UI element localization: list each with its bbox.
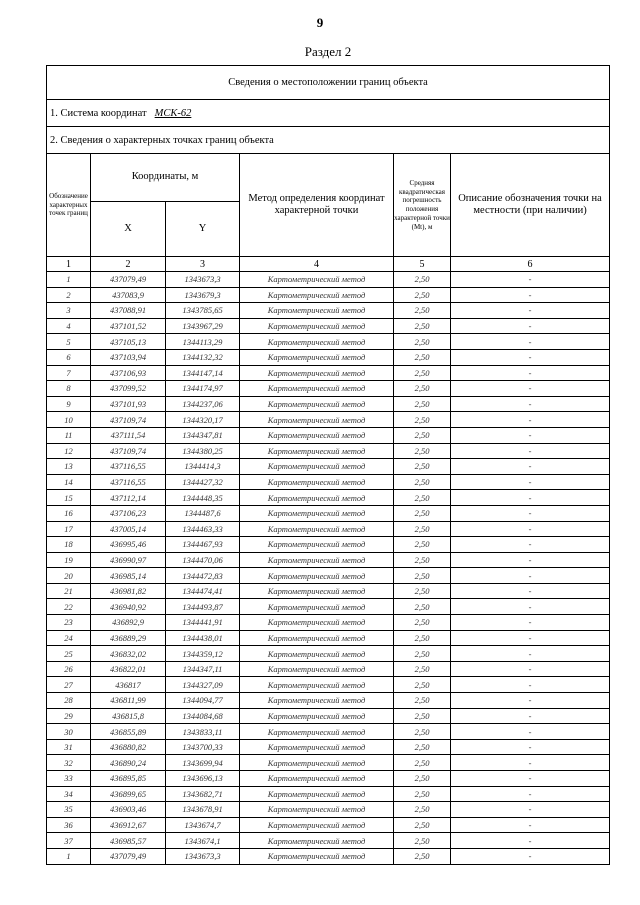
y-cell: 1344347,81	[166, 427, 240, 443]
accuracy-cell: 2,50	[394, 833, 451, 849]
x-cell: 436890,24	[91, 755, 166, 771]
accuracy-cell: 2,50	[394, 615, 451, 631]
point-number-cell: 31	[47, 739, 91, 755]
table-row	[47, 739, 610, 755]
table-row	[47, 287, 610, 303]
table-row	[47, 521, 610, 537]
method-cell: Картометрический метод	[240, 771, 394, 787]
description-cell: -	[451, 272, 610, 288]
description-cell: -	[451, 287, 610, 303]
y-cell: 1344427,32	[166, 474, 240, 490]
column-number: 4	[240, 257, 394, 272]
description-cell: -	[451, 381, 610, 397]
y-cell: 1344493,87	[166, 599, 240, 615]
description-cell: -	[451, 349, 610, 365]
table-row	[47, 272, 610, 288]
y-cell: 1344359,12	[166, 646, 240, 662]
accuracy-cell: 2,50	[394, 802, 451, 818]
header-accuracy: Средняя квадратическая погрешность положения характерной точки (Mt), м	[394, 154, 451, 257]
point-number-cell: 26	[47, 661, 91, 677]
point-number-cell: 27	[47, 677, 91, 693]
table-row	[47, 303, 610, 319]
y-cell: 1344380,25	[166, 443, 240, 459]
table-row	[47, 568, 610, 584]
table-row	[47, 381, 610, 397]
column-number: 2	[91, 257, 166, 272]
method-cell: Картометрический метод	[240, 443, 394, 459]
point-number-cell: 8	[47, 381, 91, 397]
description-cell: -	[451, 786, 610, 802]
x-cell: 436892,9	[91, 615, 166, 631]
header-y: Y	[166, 202, 240, 257]
x-cell: 436899,65	[91, 786, 166, 802]
point-number-cell: 18	[47, 537, 91, 553]
method-cell: Картометрический метод	[240, 599, 394, 615]
y-cell: 1343674,7	[166, 817, 240, 833]
x-cell: 436811,99	[91, 693, 166, 709]
y-cell: 1344441,91	[166, 615, 240, 631]
point-number-cell: 13	[47, 459, 91, 475]
point-number-cell: 19	[47, 552, 91, 568]
accuracy-cell: 2,50	[394, 677, 451, 693]
table-row	[47, 802, 610, 818]
table-row	[47, 490, 610, 506]
method-cell: Картометрический метод	[240, 833, 394, 849]
y-cell: 1343700,33	[166, 739, 240, 755]
accuracy-cell: 2,50	[394, 786, 451, 802]
column-number: 3	[166, 257, 240, 272]
accuracy-cell: 2,50	[394, 427, 451, 443]
table-row	[47, 786, 610, 802]
description-cell: -	[451, 583, 610, 599]
method-cell: Картометрический метод	[240, 459, 394, 475]
accuracy-cell: 2,50	[394, 396, 451, 412]
point-number-cell: 22	[47, 599, 91, 615]
boundary-points-table	[46, 65, 610, 865]
method-cell: Картометрический метод	[240, 848, 394, 864]
coord-system-value: МСК-62	[154, 107, 192, 119]
point-number-cell: 28	[47, 693, 91, 709]
y-cell: 1343679,3	[166, 287, 240, 303]
point-number-cell: 10	[47, 412, 91, 428]
y-cell: 1343673,3	[166, 272, 240, 288]
point-number-cell: 16	[47, 505, 91, 521]
y-cell: 1344320,17	[166, 412, 240, 428]
description-cell: -	[451, 537, 610, 553]
description-cell: -	[451, 568, 610, 584]
method-cell: Картометрический метод	[240, 724, 394, 740]
accuracy-cell: 2,50	[394, 552, 451, 568]
y-cell: 1343967,29	[166, 318, 240, 334]
y-cell: 1344463,33	[166, 521, 240, 537]
accuracy-cell: 2,50	[394, 583, 451, 599]
point-number-cell: 1	[47, 272, 91, 288]
table-row	[47, 443, 610, 459]
description-cell: -	[451, 599, 610, 615]
point-number-cell: 34	[47, 786, 91, 802]
method-cell: Картометрический метод	[240, 739, 394, 755]
description-cell: -	[451, 505, 610, 521]
x-cell: 437116,55	[91, 459, 166, 475]
accuracy-cell: 2,50	[394, 646, 451, 662]
y-cell: 1344474,41	[166, 583, 240, 599]
x-cell: 436895,85	[91, 771, 166, 787]
x-cell: 437101,52	[91, 318, 166, 334]
description-cell: -	[451, 708, 610, 724]
description-cell: -	[451, 303, 610, 319]
y-cell: 1344438,01	[166, 630, 240, 646]
method-cell: Картометрический метод	[240, 615, 394, 631]
method-cell: Картометрический метод	[240, 490, 394, 506]
table-row	[47, 349, 610, 365]
table-row	[47, 724, 610, 740]
table-row	[47, 318, 610, 334]
x-cell: 437079,49	[91, 272, 166, 288]
table-row	[47, 583, 610, 599]
column-numbers-row	[47, 257, 610, 272]
method-cell: Картометрический метод	[240, 802, 394, 818]
description-cell: -	[451, 724, 610, 740]
point-number-cell: 9	[47, 396, 91, 412]
description-cell: -	[451, 677, 610, 693]
table-row	[47, 334, 610, 350]
description-cell: -	[451, 693, 610, 709]
accuracy-cell: 2,50	[394, 521, 451, 537]
method-cell: Картометрический метод	[240, 396, 394, 412]
description-cell: -	[451, 615, 610, 631]
method-cell: Картометрический метод	[240, 537, 394, 553]
y-cell: 1343696,13	[166, 771, 240, 787]
accuracy-cell: 2,50	[394, 365, 451, 381]
method-cell: Картометрический метод	[240, 412, 394, 428]
x-cell: 437005,14	[91, 521, 166, 537]
point-number-cell: 36	[47, 817, 91, 833]
point-number-cell: 23	[47, 615, 91, 631]
description-cell: -	[451, 630, 610, 646]
method-cell: Картометрический метод	[240, 334, 394, 350]
accuracy-cell: 2,50	[394, 381, 451, 397]
method-cell: Картометрический метод	[240, 365, 394, 381]
method-cell: Картометрический метод	[240, 708, 394, 724]
y-cell: 1344237,06	[166, 396, 240, 412]
accuracy-cell: 2,50	[394, 318, 451, 334]
x-cell: 436832,02	[91, 646, 166, 662]
description-cell: -	[451, 817, 610, 833]
accuracy-cell: 2,50	[394, 817, 451, 833]
table-row	[47, 771, 610, 787]
accuracy-cell: 2,50	[394, 349, 451, 365]
description-cell: -	[451, 412, 610, 428]
x-cell: 437103,94	[91, 349, 166, 365]
table-row	[47, 677, 610, 693]
x-cell: 436822,01	[91, 661, 166, 677]
x-cell: 436855,89	[91, 724, 166, 740]
method-cell: Картометрический метод	[240, 349, 394, 365]
table-title: Сведения о местоположении границ объекта	[47, 66, 610, 100]
y-cell: 1343785,65	[166, 303, 240, 319]
accuracy-cell: 2,50	[394, 537, 451, 553]
column-number: 1	[47, 257, 91, 272]
y-cell: 1344147,14	[166, 365, 240, 381]
header-coordinates: Координаты, м	[91, 154, 240, 202]
column-number: 6	[451, 257, 610, 272]
table-row	[47, 505, 610, 521]
table-row	[47, 396, 610, 412]
x-cell: 436817	[91, 677, 166, 693]
x-cell: 437106,23	[91, 505, 166, 521]
point-number-cell: 14	[47, 474, 91, 490]
accuracy-cell: 2,50	[394, 272, 451, 288]
point-number-cell: 11	[47, 427, 91, 443]
x-cell: 437106,93	[91, 365, 166, 381]
description-cell: -	[451, 490, 610, 506]
y-cell: 1343699,94	[166, 755, 240, 771]
accuracy-cell: 2,50	[394, 334, 451, 350]
accuracy-cell: 2,50	[394, 693, 451, 709]
x-cell: 436981,82	[91, 583, 166, 599]
y-cell: 1343682,71	[166, 786, 240, 802]
method-cell: Картометрический метод	[240, 272, 394, 288]
x-cell: 437116,55	[91, 474, 166, 490]
description-cell: -	[451, 552, 610, 568]
description-cell: -	[451, 396, 610, 412]
accuracy-cell: 2,50	[394, 459, 451, 475]
method-cell: Картометрический метод	[240, 661, 394, 677]
method-cell: Картометрический метод	[240, 817, 394, 833]
description-cell: -	[451, 802, 610, 818]
point-number-cell: 15	[47, 490, 91, 506]
x-cell: 437105,13	[91, 334, 166, 350]
description-cell: -	[451, 646, 610, 662]
x-cell: 437079,49	[91, 848, 166, 864]
header-method: Метод определения координат характерной точки	[240, 154, 394, 257]
coord-system-row	[47, 100, 610, 127]
description-cell: -	[451, 755, 610, 771]
x-cell: 437088,91	[91, 303, 166, 319]
description-cell: -	[451, 318, 610, 334]
y-cell: 1344347,11	[166, 661, 240, 677]
method-cell: Картометрический метод	[240, 521, 394, 537]
header-x: X	[91, 202, 166, 257]
accuracy-cell: 2,50	[394, 739, 451, 755]
accuracy-cell: 2,50	[394, 505, 451, 521]
x-cell: 437099,52	[91, 381, 166, 397]
y-cell: 1344084,68	[166, 708, 240, 724]
y-cell: 1344094,77	[166, 693, 240, 709]
description-cell: -	[451, 661, 610, 677]
accuracy-cell: 2,50	[394, 412, 451, 428]
point-number-cell: 5	[47, 334, 91, 350]
y-cell: 1343833,11	[166, 724, 240, 740]
table-row	[47, 646, 610, 662]
accuracy-cell: 2,50	[394, 287, 451, 303]
accuracy-cell: 2,50	[394, 303, 451, 319]
x-cell: 436912,67	[91, 817, 166, 833]
y-cell: 1344174,97	[166, 381, 240, 397]
x-cell: 436889,29	[91, 630, 166, 646]
table-row	[47, 755, 610, 771]
accuracy-cell: 2,50	[394, 474, 451, 490]
point-number-cell: 35	[47, 802, 91, 818]
method-cell: Картометрический метод	[240, 318, 394, 334]
column-number: 5	[394, 257, 451, 272]
method-cell: Картометрический метод	[240, 552, 394, 568]
method-cell: Картометрический метод	[240, 646, 394, 662]
description-cell: -	[451, 334, 610, 350]
x-cell: 437083,9	[91, 287, 166, 303]
method-cell: Картометрический метод	[240, 287, 394, 303]
description-cell: -	[451, 459, 610, 475]
accuracy-cell: 2,50	[394, 630, 451, 646]
method-cell: Картометрический метод	[240, 427, 394, 443]
method-cell: Картометрический метод	[240, 381, 394, 397]
method-cell: Картометрический метод	[240, 303, 394, 319]
point-number-cell: 1	[47, 848, 91, 864]
y-cell: 1344472,83	[166, 568, 240, 584]
y-cell: 1344487,6	[166, 505, 240, 521]
y-cell: 1344414,3	[166, 459, 240, 475]
y-cell: 1344132,32	[166, 349, 240, 365]
point-number-cell: 12	[47, 443, 91, 459]
method-cell: Картометрический метод	[240, 693, 394, 709]
accuracy-cell: 2,50	[394, 443, 451, 459]
y-cell: 1343673,3	[166, 848, 240, 864]
table-row	[47, 693, 610, 709]
point-number-cell: 25	[47, 646, 91, 662]
table-row	[47, 459, 610, 475]
table-row	[47, 817, 610, 833]
accuracy-cell: 2,50	[394, 771, 451, 787]
x-cell: 437109,74	[91, 443, 166, 459]
description-cell: -	[451, 739, 610, 755]
point-number-cell: 33	[47, 771, 91, 787]
x-cell: 436995,46	[91, 537, 166, 553]
method-cell: Картометрический метод	[240, 677, 394, 693]
y-cell: 1344113,29	[166, 334, 240, 350]
accuracy-cell: 2,50	[394, 708, 451, 724]
y-cell: 1343674,1	[166, 833, 240, 849]
point-number-cell: 20	[47, 568, 91, 584]
method-cell: Картометрический метод	[240, 583, 394, 599]
page-number: 9	[316, 15, 324, 30]
x-cell: 436990,97	[91, 552, 166, 568]
x-cell: 436985,14	[91, 568, 166, 584]
method-cell: Картометрический метод	[240, 755, 394, 771]
point-number-cell: 2	[47, 287, 91, 303]
accuracy-cell: 2,50	[394, 568, 451, 584]
header-point-designation: Обозначение характерных точек границ	[47, 154, 91, 257]
x-cell: 436940,92	[91, 599, 166, 615]
table-row	[47, 427, 610, 443]
point-number-cell: 7	[47, 365, 91, 381]
table-row	[47, 474, 610, 490]
y-cell: 1344448,35	[166, 490, 240, 506]
point-number-cell: 4	[47, 318, 91, 334]
points-section-label: 2. Сведения о характерных точках границ объекта	[47, 127, 610, 154]
header-description: Описание обозначения точки на местности (при наличии)	[451, 154, 610, 257]
section-title: Раздел 2	[304, 44, 352, 59]
table-row	[47, 848, 610, 864]
point-number-cell: 30	[47, 724, 91, 740]
point-number-cell: 3	[47, 303, 91, 319]
table-row	[47, 412, 610, 428]
table-row	[47, 615, 610, 631]
table-row	[47, 365, 610, 381]
x-cell: 436985,57	[91, 833, 166, 849]
method-cell: Картометрический метод	[240, 786, 394, 802]
accuracy-cell: 2,50	[394, 661, 451, 677]
x-cell: 436815,8	[91, 708, 166, 724]
x-cell: 437112,14	[91, 490, 166, 506]
table-row	[47, 552, 610, 568]
y-cell: 1344467,93	[166, 537, 240, 553]
description-cell: -	[451, 365, 610, 381]
point-number-cell: 32	[47, 755, 91, 771]
method-cell: Картометрический метод	[240, 568, 394, 584]
method-cell: Картометрический метод	[240, 474, 394, 490]
description-cell: -	[451, 474, 610, 490]
x-cell: 436903,46	[91, 802, 166, 818]
description-cell: -	[451, 848, 610, 864]
table-row	[47, 537, 610, 553]
point-number-cell: 21	[47, 583, 91, 599]
accuracy-cell: 2,50	[394, 490, 451, 506]
x-cell: 436880,82	[91, 739, 166, 755]
method-cell: Картометрический метод	[240, 505, 394, 521]
y-cell: 1343678,91	[166, 802, 240, 818]
table-row	[47, 661, 610, 677]
y-cell: 1344327,09	[166, 677, 240, 693]
accuracy-cell: 2,50	[394, 724, 451, 740]
x-cell: 437111,54	[91, 427, 166, 443]
table-row	[47, 833, 610, 849]
point-number-cell: 37	[47, 833, 91, 849]
point-number-cell: 6	[47, 349, 91, 365]
point-number-cell: 24	[47, 630, 91, 646]
table-row	[47, 708, 610, 724]
point-number-cell: 29	[47, 708, 91, 724]
accuracy-cell: 2,50	[394, 599, 451, 615]
x-cell: 437101,93	[91, 396, 166, 412]
coord-system-label: 1. Система координат	[50, 107, 147, 119]
point-number-cell: 17	[47, 521, 91, 537]
table-row	[47, 599, 610, 615]
description-cell: -	[451, 521, 610, 537]
accuracy-cell: 2,50	[394, 755, 451, 771]
accuracy-cell: 2,50	[394, 848, 451, 864]
method-cell: Картометрический метод	[240, 630, 394, 646]
description-cell: -	[451, 833, 610, 849]
description-cell: -	[451, 771, 610, 787]
table-row	[47, 630, 610, 646]
y-cell: 1344470,06	[166, 552, 240, 568]
x-cell: 437109,74	[91, 412, 166, 428]
description-cell: -	[451, 427, 610, 443]
description-cell: -	[451, 443, 610, 459]
